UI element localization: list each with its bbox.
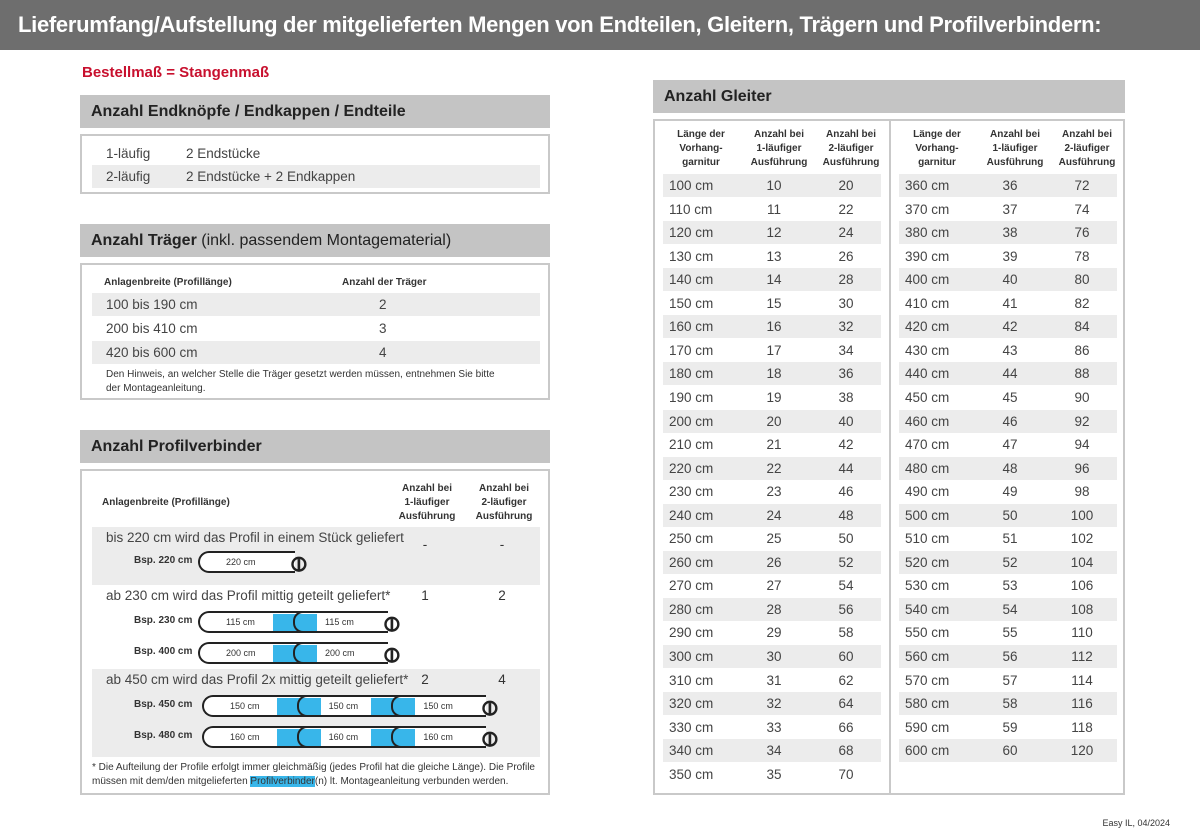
length: 340 cm <box>669 743 714 759</box>
count-1: 16 <box>766 319 782 335</box>
gleiter-row <box>899 268 1117 291</box>
gleiter-row <box>663 245 881 268</box>
count-2: 36 <box>838 366 854 382</box>
count-2: 90 <box>1074 389 1090 405</box>
count-2: 82 <box>1074 295 1090 311</box>
count-1: 32 <box>766 696 782 712</box>
length: 370 cm <box>905 201 950 217</box>
endteile-box <box>80 134 550 194</box>
length: 560 cm <box>905 649 950 664</box>
count-1: 53 <box>1002 578 1018 594</box>
count-1: 23 <box>766 484 782 500</box>
length: 400 cm <box>905 272 950 288</box>
gleiter-row <box>899 739 1117 762</box>
length: 280 cm <box>669 601 714 617</box>
end-cap-icon: ⊖ <box>478 730 503 749</box>
gleiter-col-header: Anzahl bei 2-läufiger Ausführung <box>1058 129 1116 168</box>
count-2: 38 <box>838 389 854 405</box>
length: 540 cm <box>905 601 950 617</box>
length: 300 cm <box>669 649 714 664</box>
length: 210 cm <box>669 437 714 453</box>
page-title: Lieferumfang/Aufstellung der mitgelieferten Mengen von Endteilen, Gleitern, Trägern und Profilverbindern: <box>0 0 1200 50</box>
gleiter-row <box>899 198 1117 221</box>
count-1: 14 <box>766 272 782 288</box>
gleiter-row <box>899 457 1117 480</box>
length: 470 cm <box>905 437 950 453</box>
count-1: 35 <box>766 766 782 782</box>
gleiter-row <box>899 480 1117 503</box>
count: 4 <box>379 345 387 360</box>
part-length: 115 cm <box>226 617 255 627</box>
count-2: 108 <box>1070 601 1094 617</box>
count-1: 30 <box>766 649 782 664</box>
gleiter-row <box>899 692 1117 715</box>
traeger-row <box>92 341 540 364</box>
length: 510 cm <box>905 531 950 547</box>
count-2: 100 <box>1070 507 1094 523</box>
end-cap-icon: ⊖ <box>478 699 503 718</box>
gleiter-row <box>663 692 881 715</box>
length: 250 cm <box>669 531 714 547</box>
part-length: 160 cm <box>328 732 359 742</box>
note: der Montageanleitung. <box>106 383 206 394</box>
length: 450 cm <box>905 389 950 405</box>
count-2: 56 <box>838 601 854 617</box>
count-2: 80 <box>1074 272 1090 288</box>
count-1: 43 <box>1002 342 1018 358</box>
count-1: 46 <box>1002 413 1018 429</box>
length: 600 cm <box>905 743 950 759</box>
count-2: 26 <box>838 248 854 264</box>
count-2: 72 <box>1074 178 1090 193</box>
count-1: 37 <box>1002 201 1018 217</box>
group-text: ab 450 cm wird das Profil 2x mittig geteilt geliefert* <box>106 672 409 687</box>
gleiter-row <box>899 645 1117 668</box>
count-1: 28 <box>766 601 782 617</box>
gleiter-row <box>899 339 1117 362</box>
count-1: 58 <box>1002 696 1018 712</box>
length: 220 cm <box>669 460 714 476</box>
count-2: 28 <box>838 272 854 288</box>
gleiter-box <box>653 119 1125 795</box>
count-2: 102 <box>1070 531 1094 547</box>
gleiter-row <box>663 739 881 762</box>
gleiter-row <box>663 763 881 786</box>
gleiter-row <box>663 292 881 315</box>
count-2: 22 <box>838 201 854 217</box>
gleiter-col-header: Anzahl bei 1-läufiger Ausführung <box>986 129 1044 168</box>
length: 120 cm <box>669 225 714 241</box>
count-1: 29 <box>766 625 782 641</box>
length: 310 cm <box>669 672 714 688</box>
count: 2 <box>379 297 387 312</box>
value: 2 Endstücke + 2 Endkappen <box>186 169 356 184</box>
group-text: ab 230 cm wird das Profil mittig geteilt geliefert* <box>106 588 391 603</box>
count-1: 1 <box>421 588 429 603</box>
example-label: Bsp. 450 cm <box>134 699 193 710</box>
gleiter-row <box>899 598 1117 621</box>
count-1: 13 <box>766 248 782 264</box>
profile-bar <box>202 726 486 748</box>
count-2: 70 <box>838 766 854 782</box>
count-2: 62 <box>838 672 854 688</box>
count-2: 32 <box>838 319 854 335</box>
type: 1-läufig <box>106 146 151 161</box>
length: 580 cm <box>905 696 950 712</box>
count-2: 52 <box>838 554 854 570</box>
gleiter-row <box>663 645 881 668</box>
type: 2-läufig <box>106 169 151 184</box>
note: Den Hinweis, an welcher Stelle die Träger gesetzt werden müssen, entnehmen Sie bitte <box>106 369 495 380</box>
count-1: 10 <box>766 178 782 193</box>
count-2: 104 <box>1070 554 1094 570</box>
part-length: 200 cm <box>325 648 355 658</box>
footer: Easy IL, 04/2024 <box>1102 818 1170 828</box>
count-1: 57 <box>1002 672 1018 688</box>
length: 590 cm <box>905 719 950 735</box>
count-2: 60 <box>838 649 854 664</box>
count-1: 50 <box>1002 507 1018 523</box>
count-2: 120 <box>1070 743 1094 759</box>
count-2: 110 <box>1071 625 1093 641</box>
count-1: 39 <box>1002 248 1018 264</box>
length: 100 cm <box>669 178 714 193</box>
count-1: 42 <box>1002 319 1018 335</box>
gleiter-row <box>899 716 1117 739</box>
joint <box>391 695 401 717</box>
count-2: 34 <box>838 342 854 358</box>
count-1: 18 <box>766 366 782 382</box>
part-length: 150 cm <box>423 701 453 711</box>
count-1: 24 <box>766 507 782 523</box>
count-2: 118 <box>1071 719 1093 735</box>
footnote: müssen mit dem/den mitgelieferten Profilverbinder(n) lt. Montageanleitung verbunden werden. <box>92 776 509 787</box>
traeger-box <box>80 263 550 400</box>
part-length: 150 cm <box>328 701 359 711</box>
count-2: 44 <box>838 460 854 476</box>
count-1: 47 <box>1002 437 1018 453</box>
example-label: Bsp. 400 cm <box>134 646 193 657</box>
group-text: bis 220 cm wird das Profil in einem Stück geliefert <box>106 530 404 545</box>
col-header-2: Anzahl bei 2-läufiger Ausführung <box>475 483 533 522</box>
gleiter-row <box>663 598 881 621</box>
part-length: 160 cm <box>230 732 260 742</box>
highlight: Profilverbinder <box>250 776 315 787</box>
gleiter-row <box>899 174 1117 197</box>
gleiter-row <box>899 292 1117 315</box>
length: 460 cm <box>905 413 950 429</box>
count-2: 42 <box>838 437 854 453</box>
gleiter-row <box>663 716 881 739</box>
count-1: 49 <box>1002 484 1018 500</box>
example-label: Bsp. 480 cm <box>134 730 193 741</box>
count-1: 56 <box>1002 649 1018 664</box>
length: 230 cm <box>669 484 714 500</box>
gleiter-row <box>663 433 881 456</box>
gleiter-row <box>663 221 881 244</box>
count-1: 51 <box>1002 531 1018 547</box>
length: 390 cm <box>905 248 950 264</box>
length: 150 cm <box>669 295 714 311</box>
count-1: 40 <box>1002 272 1018 288</box>
length: 500 cm <box>905 507 950 523</box>
end-cap-icon: ⊖ <box>287 555 312 574</box>
length: 430 cm <box>905 342 950 358</box>
range: 100 bis 190 cm <box>106 297 198 312</box>
count-1: 21 <box>766 437 782 453</box>
gleiter-row <box>663 362 881 385</box>
count-1: 55 <box>1002 625 1018 641</box>
count-2: 4 <box>498 672 506 687</box>
length: 180 cm <box>669 366 714 382</box>
count-2: 92 <box>1074 413 1090 429</box>
length: 570 cm <box>905 672 950 688</box>
gleiter-row <box>663 669 881 692</box>
joint <box>391 726 401 748</box>
count-2: 30 <box>838 295 854 311</box>
profil-heading: Anzahl Profilverbinder <box>80 430 550 463</box>
profil-group <box>92 585 540 669</box>
count-1: 44 <box>1002 366 1018 382</box>
length: 420 cm <box>905 319 950 335</box>
part-length: 160 cm <box>423 732 453 742</box>
length: 140 cm <box>669 272 714 288</box>
gleiter-row <box>899 433 1117 456</box>
count-1: 38 <box>1002 225 1018 241</box>
count-2: 58 <box>838 625 854 641</box>
example-label: Bsp. 220 cm <box>134 555 193 566</box>
part-length: 115 cm <box>325 617 354 627</box>
gleiter-row <box>899 245 1117 268</box>
length: 440 cm <box>905 366 950 382</box>
count-2: 50 <box>838 531 854 547</box>
gleiter-col-header: Länge der Vorhang- garnitur <box>677 129 725 168</box>
count-1: 59 <box>1002 719 1018 735</box>
endteile-row <box>92 165 540 188</box>
col-header: Anzahl der Träger <box>342 277 427 288</box>
end-cap-icon: ⊖ <box>380 646 405 665</box>
end-cap-icon: ⊖ <box>380 615 405 634</box>
profile-bar <box>198 551 295 573</box>
gleiter-row <box>899 621 1117 644</box>
length: 160 cm <box>669 319 714 335</box>
count-1: 27 <box>766 578 782 594</box>
gleiter-heading: Anzahl Gleiter <box>653 80 1125 113</box>
gleiter-row <box>899 410 1117 433</box>
part-length: 150 cm <box>230 701 260 711</box>
traeger-heading <box>80 224 550 257</box>
gleiter-col-header: Anzahl bei 2-läufiger Ausführung <box>822 129 880 168</box>
traeger-row <box>92 293 540 316</box>
count-1: 12 <box>766 225 782 241</box>
profil-group <box>92 527 540 585</box>
gleiter-row <box>663 457 881 480</box>
gleiter-row <box>663 504 881 527</box>
part-length: 200 cm <box>226 648 256 658</box>
length: 270 cm <box>669 578 714 594</box>
gleiter-row <box>663 410 881 433</box>
length: 410 cm <box>905 295 950 311</box>
length: 190 cm <box>669 389 714 405</box>
count-1: 17 <box>766 342 782 358</box>
count-1: 11 <box>766 201 781 217</box>
count-2: 112 <box>1071 649 1093 664</box>
gleiter-row <box>663 574 881 597</box>
count-1: 20 <box>766 413 782 429</box>
count-2: 116 <box>1071 696 1093 712</box>
count-2: 2 <box>498 588 506 603</box>
gleiter-row <box>663 268 881 291</box>
count-2: 74 <box>1074 201 1090 217</box>
gleiter-row <box>663 480 881 503</box>
part-length: 220 cm <box>226 557 256 567</box>
gleiter-row <box>899 315 1117 338</box>
count-1: 31 <box>766 672 782 688</box>
endteile-row <box>92 142 540 165</box>
count-1: 15 <box>766 295 782 311</box>
traeger-row <box>92 317 540 340</box>
count-2: 88 <box>1074 366 1090 382</box>
gleiter-row <box>663 174 881 197</box>
count-1: 41 <box>1002 295 1018 311</box>
count-2: 24 <box>838 225 854 241</box>
profil-group <box>92 669 540 757</box>
length: 350 cm <box>669 766 714 782</box>
heading-text: Anzahl Träger <box>91 232 197 249</box>
value: 2 Endstücke <box>186 146 261 161</box>
count-1: 19 <box>766 389 782 405</box>
gleiter-row <box>899 504 1117 527</box>
count-2: 40 <box>838 413 854 429</box>
range: 420 bis 600 cm <box>106 345 198 360</box>
gleiter-row <box>899 221 1117 244</box>
length: 550 cm <box>905 625 950 641</box>
length: 360 cm <box>905 178 950 193</box>
heading-suffix: (inkl. passendem Montagematerial) <box>201 232 452 249</box>
count-2: 106 <box>1070 578 1094 594</box>
length: 480 cm <box>905 460 950 476</box>
length: 330 cm <box>669 719 714 735</box>
profile-bar <box>198 611 388 633</box>
gleiter-row <box>899 574 1117 597</box>
footnote: * Die Aufteilung der Profile erfolgt immer gleichmäßig (jedes Profil hat die gleiche Länge). Die Profile <box>92 762 535 773</box>
divider <box>889 121 891 795</box>
count-2: 54 <box>838 578 854 594</box>
count-2: 114 <box>1071 672 1093 688</box>
length: 530 cm <box>905 578 950 594</box>
count-1: 60 <box>1002 743 1018 759</box>
length: 240 cm <box>669 507 714 523</box>
length: 380 cm <box>905 225 950 241</box>
count-2: 84 <box>1074 319 1090 335</box>
gleiter-row <box>663 315 881 338</box>
count-2: - <box>499 537 505 552</box>
count-1: 25 <box>766 531 782 547</box>
example-label: Bsp. 230 cm <box>134 615 193 626</box>
gleiter-row <box>899 362 1117 385</box>
count-1: 33 <box>766 719 782 735</box>
length: 490 cm <box>905 484 950 500</box>
count-2: 68 <box>838 743 854 759</box>
col-header: Anlagenbreite (Profillänge) <box>104 277 232 288</box>
count-1: 34 <box>766 743 782 759</box>
count-2: 98 <box>1074 484 1090 500</box>
length: 170 cm <box>669 342 714 358</box>
length: 320 cm <box>669 696 714 712</box>
gleiter-row <box>899 527 1117 550</box>
gleiter-row <box>663 386 881 409</box>
order-note: Bestellmaß = Stangenmaß <box>82 64 270 81</box>
profile-bar <box>202 695 486 717</box>
length: 520 cm <box>905 554 950 570</box>
gleiter-row <box>899 669 1117 692</box>
count-1: 54 <box>1002 601 1018 617</box>
count-2: 66 <box>838 719 854 735</box>
gleiter-col-header: Länge der Vorhang- garnitur <box>913 129 961 168</box>
count-2: 46 <box>838 484 854 500</box>
length: 260 cm <box>669 554 714 570</box>
length: 110 cm <box>669 201 713 217</box>
count-2: 94 <box>1074 437 1090 453</box>
count-1: 26 <box>766 554 782 570</box>
count-2: 86 <box>1074 342 1090 358</box>
count-2: 48 <box>838 507 854 523</box>
count-2: 20 <box>838 178 854 193</box>
count-1: 22 <box>766 460 782 476</box>
gleiter-row <box>663 339 881 362</box>
gleiter-row <box>899 386 1117 409</box>
length: 290 cm <box>669 625 714 641</box>
count-2: 76 <box>1074 225 1090 241</box>
profile-bar <box>198 642 388 664</box>
gleiter-row <box>663 527 881 550</box>
count-1: 52 <box>1002 554 1018 570</box>
length: 130 cm <box>669 248 714 264</box>
gleiter-col-header: Anzahl bei 1-läufiger Ausführung <box>750 129 808 168</box>
gleiter-row <box>663 551 881 574</box>
count-2: 64 <box>838 696 854 712</box>
count-1: 45 <box>1002 389 1018 405</box>
count-1: 48 <box>1002 460 1018 476</box>
gleiter-row <box>899 551 1117 574</box>
length: 200 cm <box>669 413 714 429</box>
count-1: - <box>422 537 428 552</box>
col-header-1: Anzahl bei 1-läufiger Ausführung <box>398 483 456 522</box>
count: 3 <box>379 321 387 336</box>
range: 200 bis 410 cm <box>106 321 198 336</box>
count-1: 36 <box>1002 178 1018 193</box>
endteile-heading: Anzahl Endknöpfe / Endkappen / Endteile <box>80 95 550 128</box>
count-2: 96 <box>1074 460 1090 476</box>
col-header: Anlagenbreite (Profillänge) <box>102 497 230 508</box>
gleiter-row <box>663 621 881 644</box>
count-2: 78 <box>1074 248 1090 264</box>
profil-box <box>80 469 550 795</box>
gleiter-row <box>663 198 881 221</box>
count-1: 2 <box>421 672 429 687</box>
